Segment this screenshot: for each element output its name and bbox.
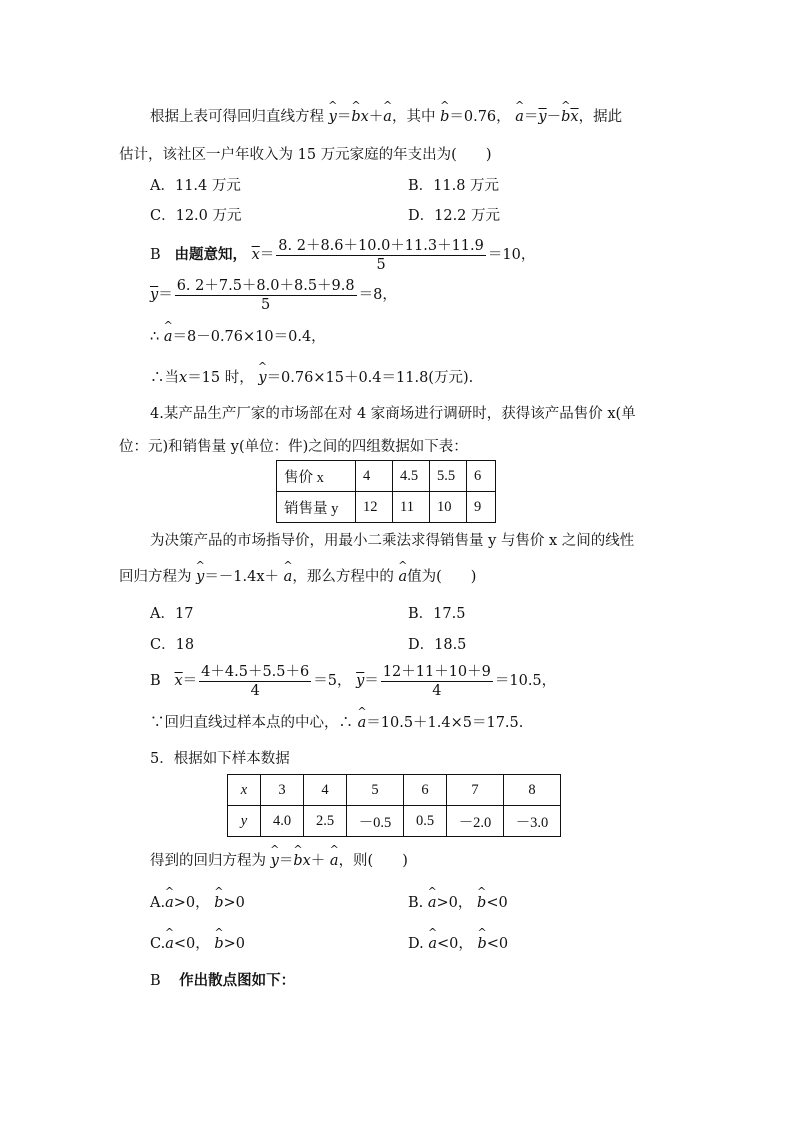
b-hat: ^ b [561,108,570,126]
a-hat: ^ a [165,935,174,953]
q5-option-b-label: B. [408,895,424,911]
q3-answer: B [150,247,161,263]
q4-text2-a: 回归方程为 [119,569,192,585]
q3-x-den: 5 [376,256,386,273]
table-cell: 4 [356,461,393,492]
q3-stem-line1: 根据上表可得回归直线方程 ^ y＝^ bx＋^ a，其中 ^ b＝0.76， ^ $a=\overline{y}-\^{}$ $b\overline{x}$，据此 [150,108,622,126]
q4-y-fraction [381,663,493,700]
q5-option-a: A.^ a>0， ^ b>0 [150,894,245,912]
q5-option-c-label: C. [150,936,166,952]
q4-data-table [276,460,496,523]
a-hat: ^ a [284,568,293,586]
q3-x-num: 8. 2＋8.6＋10.0＋11.3＋11.9 [278,237,484,254]
b-hat: ^ b [351,108,360,126]
table-cell: 0.5 [404,806,447,837]
table-cell: 12 [356,492,393,523]
table-cell: 3 [261,775,304,806]
b-hat: ^ b [214,935,223,953]
a-hat: ^ a [428,935,437,953]
q3-final-c: ＝0.76×15＋0.4＝11.8(万元). [266,370,474,386]
q4-final-a: ∵回归直线过样本点的中心，∴ [150,715,353,731]
q5-text: 得到的回归方程为 ^ y＝^ bx＋ ^ a，则( ) [150,852,408,870]
q3-x-result: ＝10， [487,247,536,263]
table-cell: 4.5 [393,461,430,492]
q5-answer: B [150,973,161,989]
q3-stem-line2: 估计，该社区一户年收入为 15 万元家庭的年支出为( ) [119,147,492,163]
q5-text-a: 得到的回归方程为 [150,853,266,869]
table-cell: 8 [504,775,561,806]
q3-option-d: D．12.2 万元 [408,208,501,224]
q3-a-expr: ，据此 [578,109,623,125]
a-hat: ^ a [398,568,407,586]
table-cell: －2.0 [447,806,504,837]
a-hat: ^ a [164,328,173,346]
table-cell: 5.5 [430,461,467,492]
q4-x-fraction [199,663,311,700]
a-hat: ^ a [383,108,392,126]
a-hat: ^ a [358,714,367,732]
q3-option-a: A．11.4 万元 [150,178,241,194]
q3-a-line: ∴ ^ a＝8－0.76×10＝0.4， [150,328,326,346]
q4-option-b: B．17.5 [408,606,466,622]
q3-option-c: C．12.0 万元 [150,208,242,224]
q5-stem: 5．根据如下样本数据 [150,751,290,767]
y-hat: ^ y [329,108,337,126]
q4-final [150,714,523,732]
q3-sol-intro: 由题意知， [174,246,247,263]
table-row [277,461,496,492]
q5-text-b: ，则( ) [338,853,408,869]
table-cell: 11 [393,492,430,523]
q3-y-den: 5 [261,296,271,313]
table-header-cell: 销售量 y [277,492,356,523]
q4-x-den: 4 [250,682,260,699]
table-cell: 4 [304,775,347,806]
q3-b-value: ＝0.76， [449,109,511,125]
q3-x-fraction [276,237,486,274]
q4-x-result: ＝5， [313,673,352,689]
y-hat: ^ y [258,369,266,387]
q3-a-calc: ＝8－0.76×10＝0.4， [172,329,326,345]
a-hat: ^ a [428,894,437,912]
q3-final-a: ∴当 [150,370,179,386]
q3-stem-text-b: ，其中 [391,109,436,125]
q3-solution-x: B 由题意知， $\overline{x}=$ $\frac{8. 2+8.6+10.0+11.3+11.9}{5}$ ＝10， [150,237,536,273]
table-cell: 7 [447,775,504,806]
q3-option-b: B．11.8 万元 [408,178,500,194]
a-hat: ^ a [330,852,339,870]
b-hat: ^ b [477,894,486,912]
q3-y-result: ＝8， [358,287,397,303]
table-cell: 10 [430,492,467,523]
table-header-cell: x [228,775,261,806]
table-cell: 2.5 [304,806,347,837]
table-row [228,775,561,806]
q3-stem-text: 根据上表可得回归直线方程 [150,109,324,125]
table-row [277,492,496,523]
q4-text2-b: ＝－1.4x＋ [204,569,280,585]
table-cell: －0.5 [347,806,404,837]
q4-x-num: 4＋4.5＋5.5＋6 [201,663,310,680]
table-cell: 5 [347,775,404,806]
y-hat: ^ y [196,568,204,586]
table-cell: 4.0 [261,806,304,837]
y-hat: ^ y [271,852,279,870]
b-hat: ^ b [293,852,302,870]
q4-stem-line1: 4.某产品生产厂家的市场部在对 4 家商场进行调研时，获得该产品售价 x(单 [150,406,636,422]
table-header-cell: y [228,806,261,837]
q5-option-c: C.^ a<0， ^ b>0 [150,935,245,953]
q5-option-b: B. ^ a>0， ^ b<0 [408,894,508,912]
b-hat: ^ b [214,894,223,912]
q4-solution: B $\overline{x}=$ $\frac{4+4.5+5.5+6}{4}$ ＝5， $\overline{y}=$ $\frac{12+11+10+9}{4}$ ＝10.5， [150,663,557,699]
q4-stem-line2: 位：元)和销售量 y(单位：件)之间的四组数据如下表： [119,439,468,455]
q4-option-c: C．18 [150,637,195,653]
q4-y-result: ＝10.5， [494,673,557,689]
table-header-cell: 售价 x [277,461,356,492]
table-row [228,806,561,837]
q3-y-fraction [175,277,357,314]
q3-final: ∴当x＝15 时， ^ y＝0.76×15＋0.4＝11.8(万元). [150,369,473,387]
q5-solution [150,972,295,990]
q5-option-d: D. ^ a<0， ^ b<0 [408,935,508,953]
q4-answer: B [150,673,161,689]
table-cell: 9 [467,492,496,523]
q4-text-line1: 为决策产品的市场指导价，用最小二乘法求得销售量 y 与售价 x 之间的线性 [150,533,635,549]
a-hat: ^ a [515,108,524,126]
table-cell: －3.0 [504,806,561,837]
q4-y-den: 4 [432,682,442,699]
q3-y-num: 6. 2＋7.5＋8.0＋8.5＋9.8 [176,277,355,294]
table-cell: 6 [467,461,496,492]
q4-text-line2 [119,568,476,586]
q3-final-b: ＝15 时， [187,370,254,386]
q5-option-d-label: D. [408,936,424,952]
q4-text2-d: 值为( ) [407,569,477,585]
b-hat: ^ b [440,108,449,126]
a-hat: ^ a [165,894,174,912]
q5-data-table [227,774,561,837]
q5-sol-text: 作出散点图如下： [179,972,296,989]
table-cell: 6 [404,775,447,806]
q4-text2-c: ，那么方程中的 [292,569,394,585]
b-hat: ^ b [477,935,486,953]
q4-final-b: ＝10.5＋1.4×5＝17.5. [366,715,524,731]
q5-option-a-label: A. [150,895,166,911]
q4-option-d: D．18.5 [408,637,467,653]
q4-y-num: 12＋11＋10＋9 [382,663,491,680]
q3-solution-y: $\overline{y}=$ $\frac{6. 2+7.5+8.0+8.5+9.8}{5}$ ＝8， [150,277,397,313]
q4-option-a: A．17 [150,606,194,622]
